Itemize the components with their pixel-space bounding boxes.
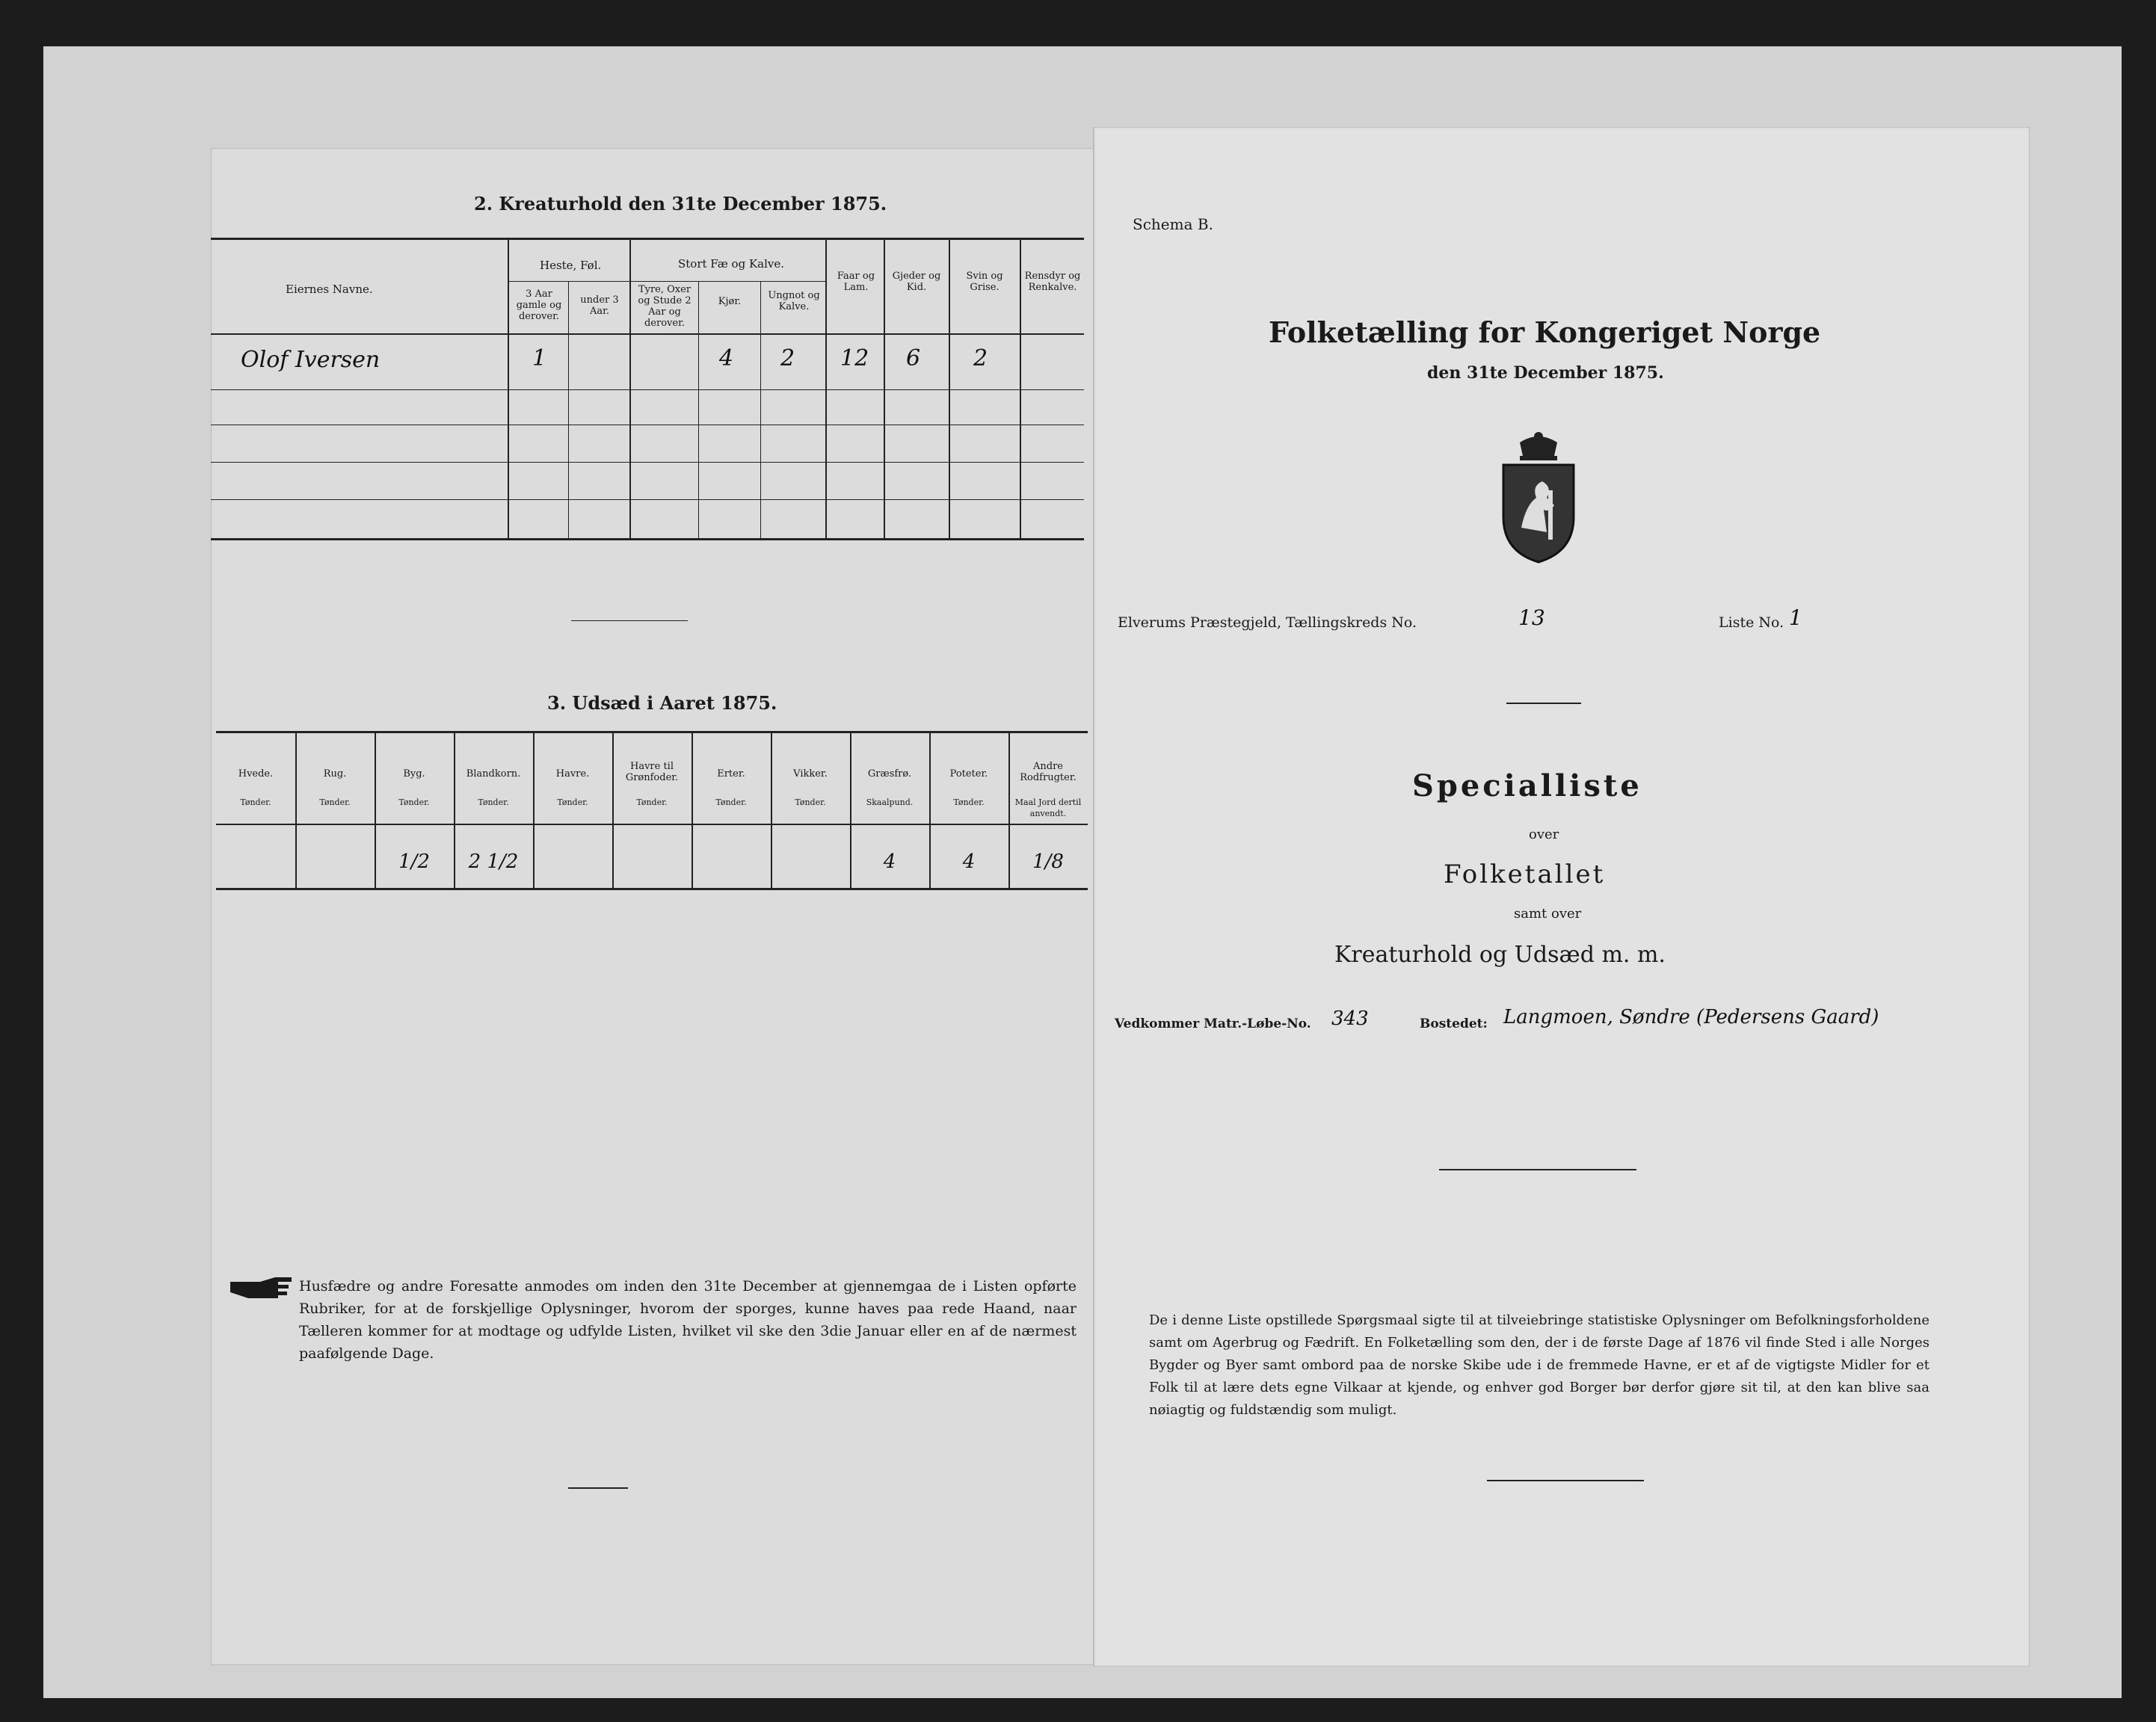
header-pigs: Svin og Grise. — [966, 271, 1003, 293]
divider — [568, 1487, 628, 1489]
district-label: Tællingskreds No. — [1286, 614, 1417, 631]
matr-label: Vedkommer Matr.-Løbe-No. — [1115, 1016, 1311, 1031]
sowing-value: 4 — [962, 851, 976, 873]
sowing-unit: Tønder. — [795, 797, 826, 807]
rule — [295, 731, 297, 889]
sowing-header: Hvede. — [238, 768, 274, 780]
rule — [216, 888, 1088, 890]
header-bulls: Tyre, Oxer og Stude 2 Aar og derover. — [638, 284, 692, 329]
rule — [698, 281, 699, 540]
sowing-header: Vikker. — [793, 768, 828, 780]
rule — [692, 731, 693, 889]
rule — [771, 731, 772, 889]
rule — [568, 281, 569, 540]
district-number: 13 — [1518, 605, 1545, 630]
schema-label: Schema B. — [1133, 215, 1213, 233]
specialliste-title: Specialliste — [1412, 768, 1642, 803]
section3-title: 3. Udsæd i Aaret 1875. — [547, 692, 777, 714]
sowing-unit: Skaalpund. — [866, 797, 914, 807]
sowing-unit: Tønder. — [319, 797, 351, 807]
sowing-unit: Maal Jord dertil anvendt. — [1014, 797, 1082, 818]
rule — [216, 731, 1088, 733]
sowing-value: 1/2 — [398, 851, 430, 873]
header-cows: Kjør. — [718, 296, 742, 307]
sowing-header: Blandkorn. — [466, 768, 521, 780]
bosted-value: Langmoen, Søndre (Pedersens Gaard) — [1503, 1006, 1879, 1028]
divider — [1506, 703, 1581, 704]
header-horses-old: 3 Aar gamle og derover. — [516, 288, 562, 322]
rule — [211, 499, 1084, 500]
rule — [211, 333, 1084, 335]
sowing-value: 4 — [883, 851, 896, 873]
value-horses-old: 1 — [532, 345, 547, 371]
rule — [508, 281, 826, 282]
section2-title: 2. Kreaturhold den 31te December 1875. — [474, 193, 887, 215]
sowing-unit: Tønder. — [240, 797, 271, 807]
value-pigs: 2 — [973, 345, 988, 371]
sowing-unit: Tønder. — [636, 797, 668, 807]
sowing-unit: Tønder. — [398, 797, 430, 807]
rule — [211, 462, 1084, 463]
divider — [571, 620, 688, 621]
sowing-header: Byg. — [403, 768, 425, 780]
rule — [216, 824, 1088, 825]
sowing-header: Rug. — [323, 768, 347, 780]
rule — [825, 238, 827, 540]
footer-text: De i denne Liste opstillede Spørgsmaal sigte til at tilveiebringe statistiske Oplysninger om Befolkningsforholdene samt om Agerbrug og Fædrift. En Folketælling som den, der i de første Dage af 1876 vil finde Sted i alle Norges Bygder og Byer samt ombord paa de norske Skibe ude i de fremmede Havne, er et af de vigtigste Midler for et Folk til at lære dets egne Vilkaar at kjende, og enhver god Borger bør derfor gjøre sit til, at den kan blive saa nøiagtig og fuldstændig som muligt. — [1149, 1312, 1929, 1418]
rule — [612, 731, 614, 889]
rule — [508, 238, 509, 540]
rule — [629, 238, 631, 540]
rule — [211, 389, 1084, 390]
sowing-unit: Tønder. — [715, 797, 747, 807]
bosted-label: Bostedet: — [1420, 1016, 1488, 1031]
owner-name: Olof Iversen — [241, 347, 381, 373]
rule — [211, 238, 1084, 240]
divider — [1439, 1169, 1636, 1170]
left-page — [211, 148, 1106, 1665]
main-heading: Folketælling for Kongeriget Norge — [1269, 315, 1821, 349]
header-owner: Eiernes Navne. — [286, 283, 373, 296]
value-cows: 4 — [719, 345, 734, 371]
parish-name: Elverums Præstegjeld, — [1118, 614, 1281, 631]
sowing-header: Andre Rodfrugter. — [1020, 761, 1077, 783]
sowing-value: 1/8 — [1032, 851, 1064, 873]
value-sheep: 12 — [840, 345, 869, 371]
parish-line — [1118, 614, 1417, 631]
samt-over-label: samt over — [1514, 906, 1582, 922]
list-number: 1 — [1789, 605, 1802, 630]
rule — [211, 538, 1084, 540]
heading-date: den 31te December 1875. — [1427, 363, 1664, 383]
rule — [949, 238, 950, 540]
rule — [760, 281, 761, 540]
kreaturhold-title: Kreaturhold og Udsæd m. m. — [1334, 942, 1666, 968]
sowing-header: Erter. — [717, 768, 745, 780]
header-sheep: Faar og Lam. — [837, 271, 875, 293]
header-goats: Gjeder og Kid. — [892, 271, 941, 293]
sowing-header: Poteter. — [949, 768, 988, 780]
rule — [533, 731, 535, 889]
sowing-header: Havre. — [555, 768, 590, 780]
sowing-unit: Tønder. — [478, 797, 509, 807]
sowing-header: Græsfrø. — [867, 768, 912, 780]
notice-text: Husfædre og andre Foresatte anmodes om inden den 31te December at gjennemgaa de i Listen opførte Rubriker, for at de forskjellige Oplysninger, hvorom der sporges, kunne haves paa rede Haand, naar Tælleren kommer for at modtage og udfylde Listen, hvilket vil ske den 3die Januar eller en af de nærmest paafølgende Dage. — [299, 1278, 1077, 1362]
header-young-cattle: Ungnot og Kalve. — [768, 290, 820, 312]
value-goats: 6 — [906, 345, 921, 371]
sowing-header: Havre til Grønfoder. — [625, 761, 679, 783]
rule — [884, 238, 885, 540]
matr-number: 343 — [1331, 1007, 1369, 1030]
header-horses: Heste, Føl. — [540, 259, 602, 272]
sowing-value: 2 1/2 — [468, 851, 519, 873]
header-horses-young: under 3 Aar. — [580, 294, 619, 317]
list-label: Liste No. — [1719, 614, 1784, 631]
folketallet-title: Folketallet — [1444, 860, 1606, 889]
header-reindeer: Rensdyr og Renkalve. — [1024, 271, 1081, 293]
coat-of-arms-icon — [1497, 432, 1580, 565]
divider — [1487, 1480, 1644, 1481]
over-label: over — [1529, 827, 1559, 842]
header-cattle: Stort Fæ og Kalve. — [678, 257, 785, 271]
right-page — [1094, 127, 2030, 1667]
pointing-hand-icon — [229, 1273, 296, 1303]
sowing-unit: Tønder. — [953, 797, 985, 807]
rule — [1020, 238, 1021, 540]
value-young-cattle: 2 — [780, 345, 795, 371]
sowing-unit: Tønder. — [557, 797, 588, 807]
